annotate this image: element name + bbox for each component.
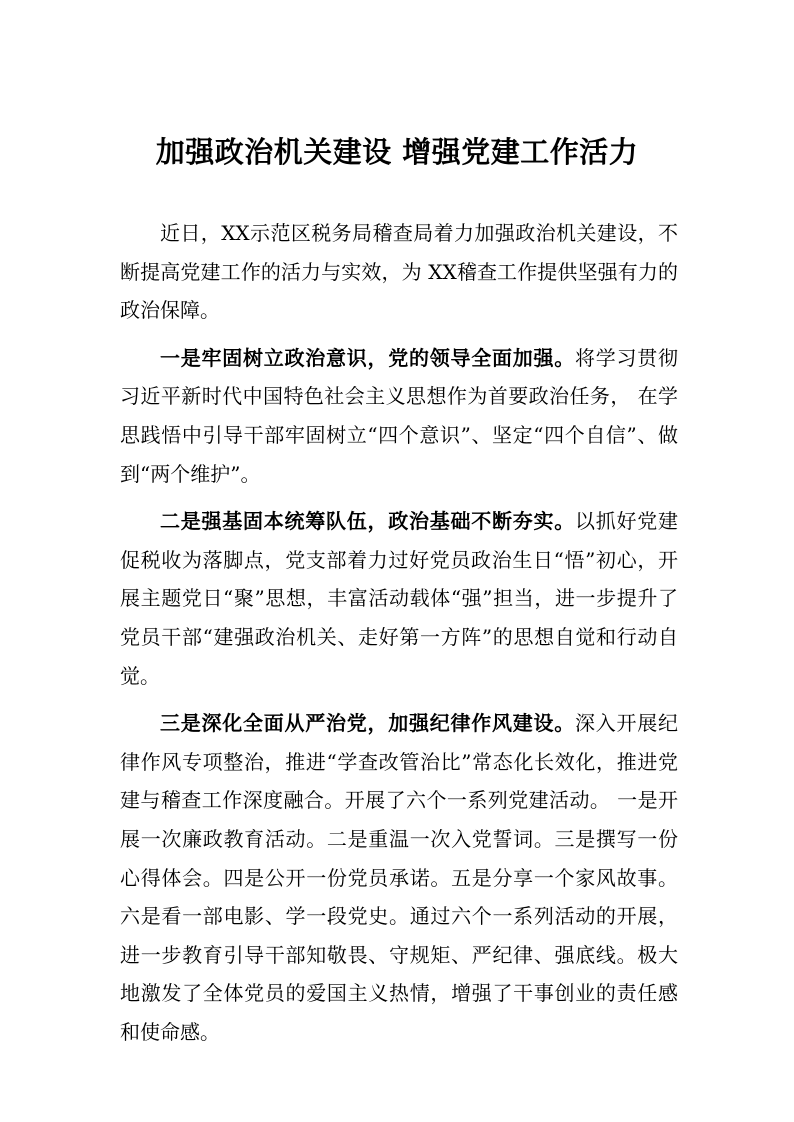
paragraph-text: 将学习贯彻习近平新时代中国特色社会主义思想作为首要政治任务， 在学思践悟中引导干部牢固树立“四个意识”、坚定“四个自信”、做到“两个维护”。 [120,345,678,486]
paragraph-text: 以抓好党建促税收为落脚点，党支部着力过好党员政治生日“悟”初心，开展主题党日“聚”思想，丰富活动载体“强”担当，进一步提升了党员干部“建强政治机关、走好第一方阵”的思想自觉和行动自觉。 [120,509,678,688]
paragraph-intro [120,214,678,330]
document-title: 加强政治机关建设 增强党建工作活力 [155,135,639,169]
paragraph-text: 深入开展纪律作风专项整治，推进“学查改管治比”常态化长效化，推进党建与稽查工作深度融合。开展了六个一系列党建活动。 一是开展一次廉政教育活动。二是重温一次入党誓词。三是撰写一份心得体会。四是公开一份党员承诺。五是分享一个家风故事。六是看一部电影、学一段党史。通过六个一系列活动的开展，进一步教育引导干部知敬畏、守规矩、严纪律、强底线。极大地激发了全体党员的爱国主义热情，增强了干事创业的责任感和使命感。 [120,711,678,1044]
paragraph-lead: 三是深化全面从严治党，加强纪律作风建设。 [160,711,575,736]
paragraph-team-building [120,502,678,695]
paragraph-discipline [120,704,678,1051]
paragraph-lead: 一是牢固树立政治意识，党的领导全面加强。 [160,345,575,370]
paragraph-political-awareness [120,339,678,493]
document-body [120,214,678,1060]
paragraph-text: 近日，XX示范区税务局稽查局着力加强政治机关建设，不断提高党建工作的活力与实效，为 XX稽查工作提供坚强有力的政治保障。 [120,221,678,323]
paragraph-lead: 二是强基固本统筹队伍，政治基础不断夯实。 [160,509,575,534]
